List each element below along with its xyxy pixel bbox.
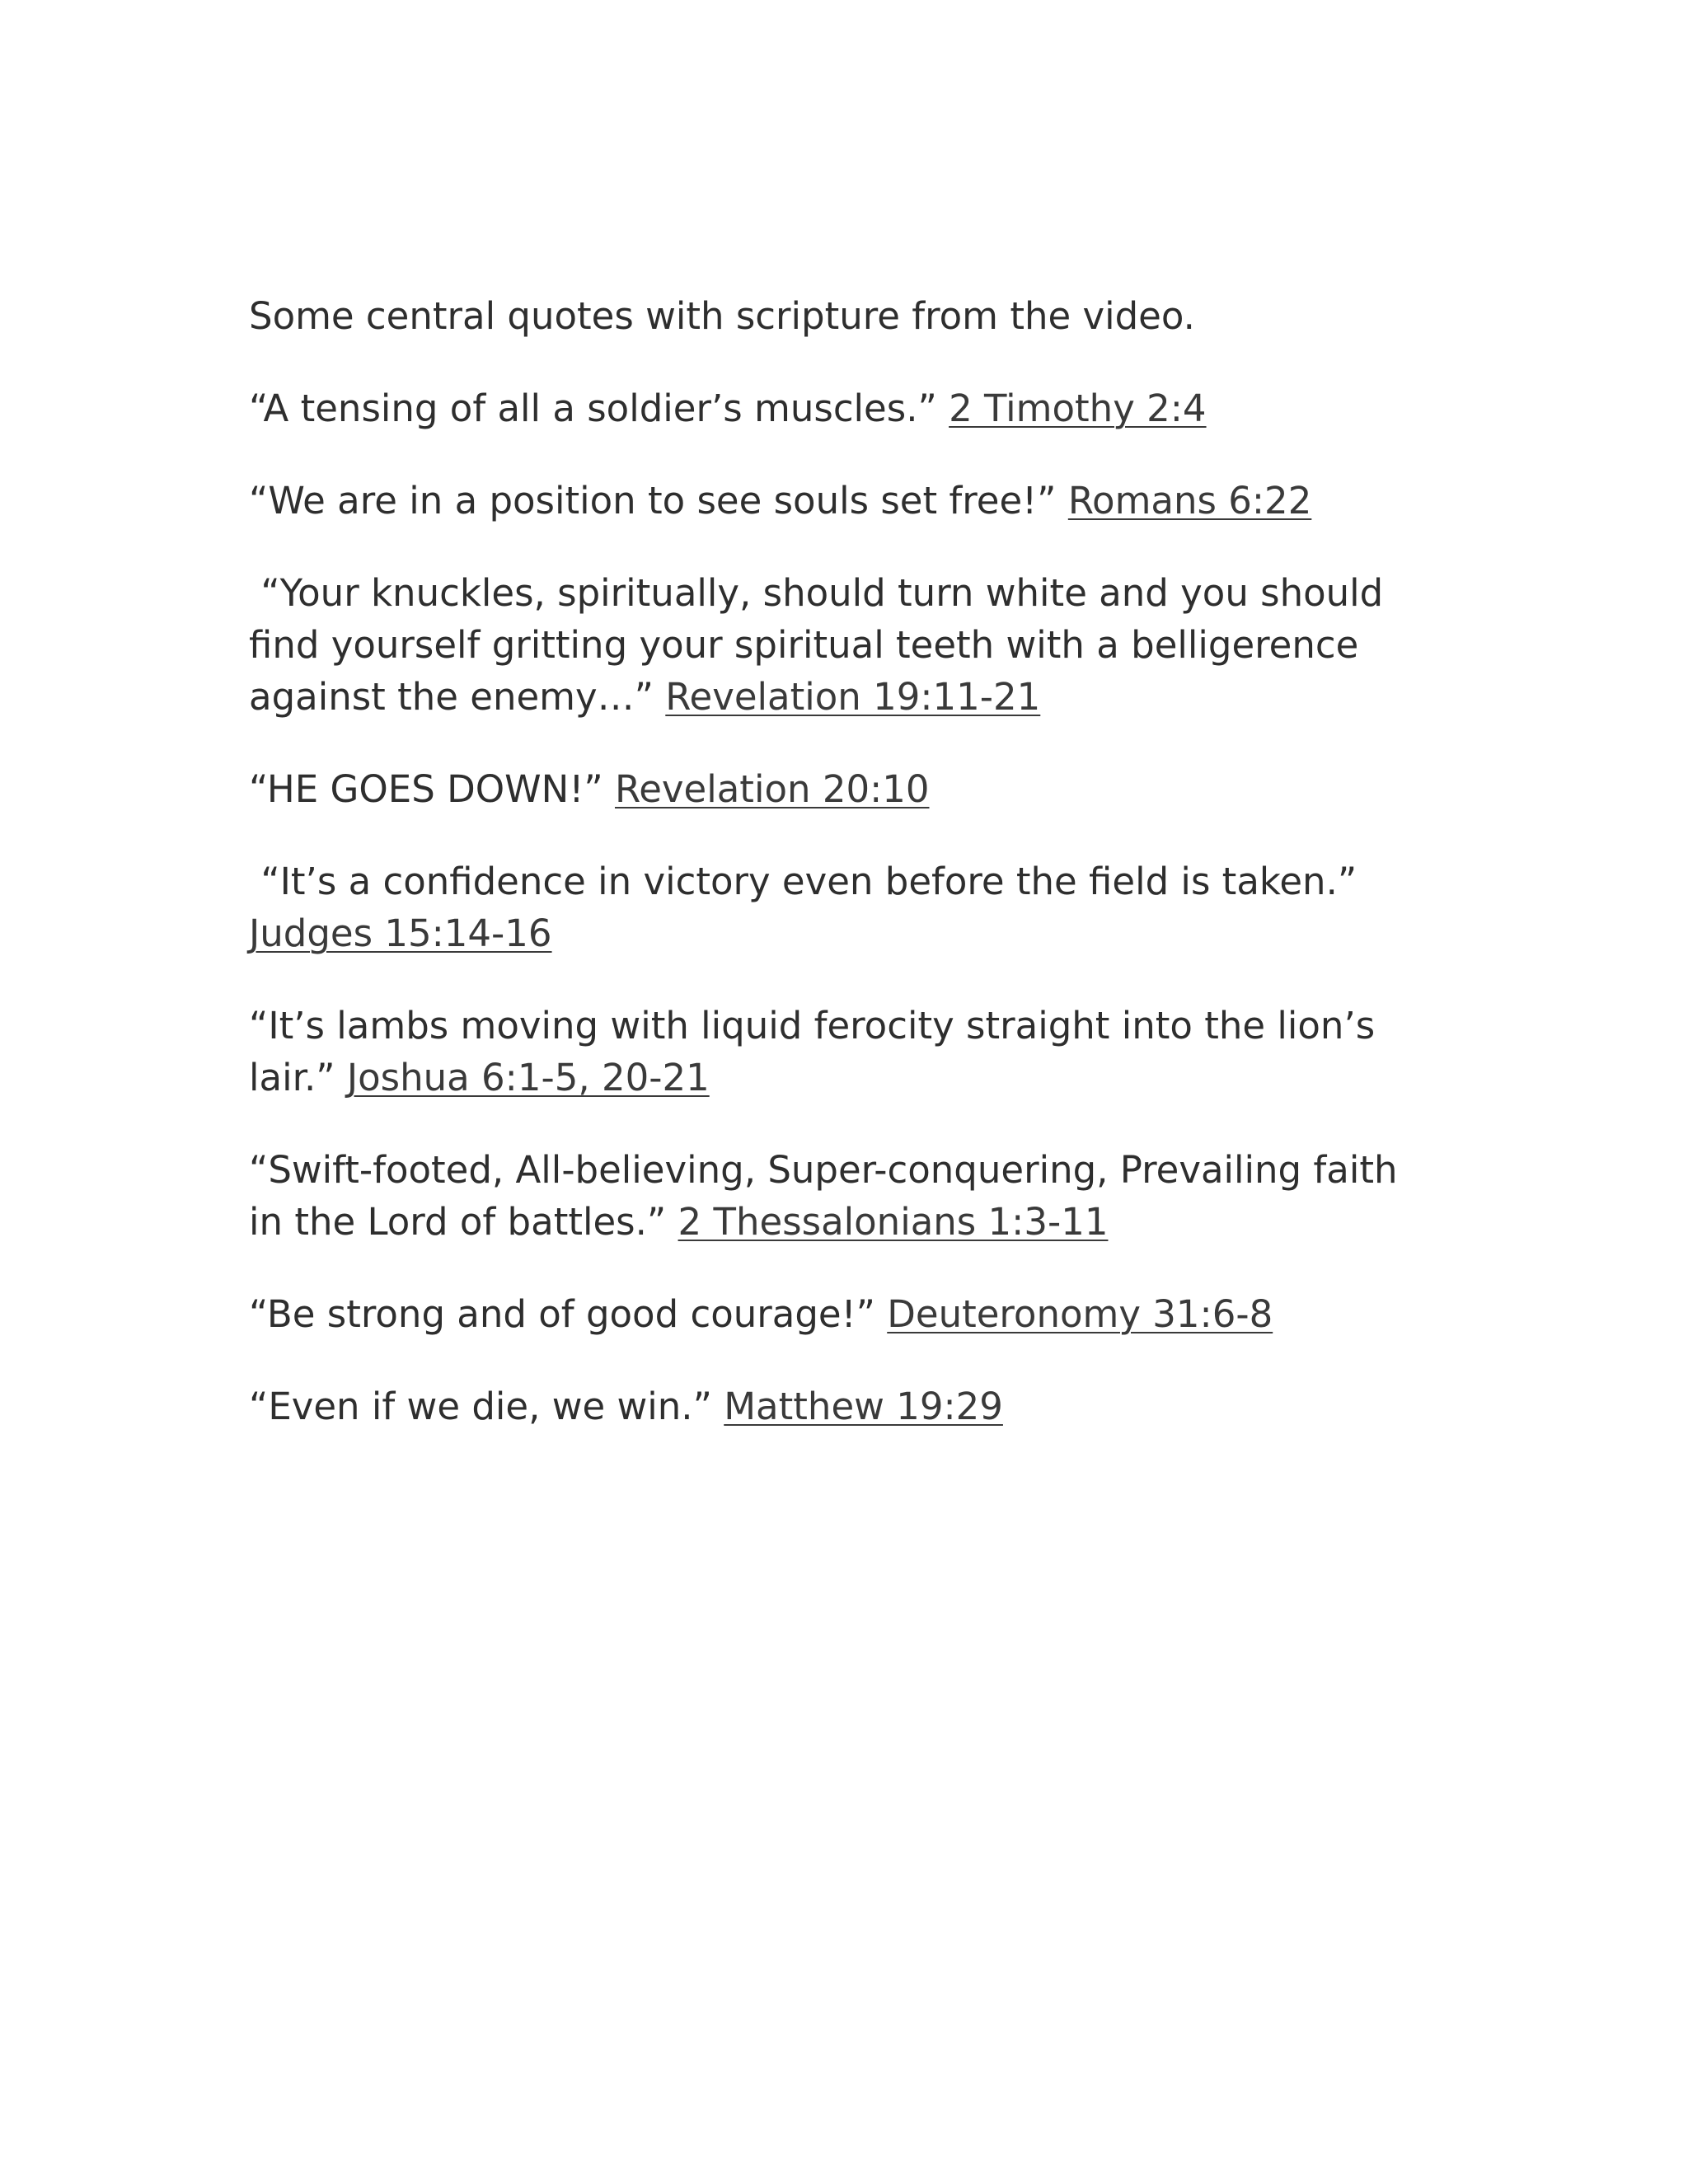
quote-paragraph [249, 382, 1436, 434]
quote-text: “Be strong and of good courage!” [249, 1292, 888, 1336]
scripture-link[interactable]: Romans 6:22 [1067, 479, 1312, 523]
quote-text: “It’s a confidence in victory even before the field is taken.” [249, 860, 1369, 903]
document-body [249, 290, 1436, 1473]
scripture-link[interactable]: Revelation 19:11-21 [665, 675, 1041, 719]
quote-text: “Even if we die, we win.” [249, 1385, 724, 1428]
quote-text: “HE GOES DOWN!” [249, 767, 615, 811]
scripture-link[interactable]: Joshua 6:1-5, 20-21 [346, 1056, 710, 1099]
scripture-link[interactable]: Judges 15:14-16 [249, 912, 552, 955]
quote-text: “Your knuckles, spiritually, should turn white and you should find yourself gritting your spiritual teeth with a belligerence against the enemy…” [249, 571, 1395, 719]
quote-paragraph [249, 1288, 1436, 1340]
quote-text: “We are in a position to see souls set free!” [249, 479, 1068, 523]
quote-paragraph [249, 855, 1436, 959]
quote-paragraph [249, 1380, 1436, 1432]
quote-text: “Swift-footed, All-believing, Super-conquering, Prevailing faith in the Lord of battles.” [249, 1148, 1409, 1244]
scripture-link[interactable]: Deuteronomy 31:6-8 [887, 1292, 1273, 1336]
scripture-link[interactable]: 2 Thessalonians 1:3-11 [678, 1200, 1109, 1244]
scripture-link[interactable]: Revelation 20:10 [614, 767, 930, 811]
intro-paragraph: Some central quotes with scripture from the video. [249, 294, 1195, 338]
quote-paragraph [249, 1000, 1436, 1104]
quote-paragraph [249, 475, 1436, 527]
quote-paragraph [249, 763, 1436, 815]
quote-paragraph [249, 567, 1436, 723]
scripture-link[interactable]: Matthew 19:29 [724, 1385, 1003, 1428]
quote-text: “A tensing of all a soldier’s muscles.” [249, 387, 950, 430]
scripture-link[interactable]: 2 Timothy 2:4 [949, 387, 1207, 430]
quote-text: “It’s lambs moving with liquid ferocity straight into the lion’s lair.” [249, 1004, 1387, 1099]
quote-paragraph [249, 1144, 1436, 1248]
